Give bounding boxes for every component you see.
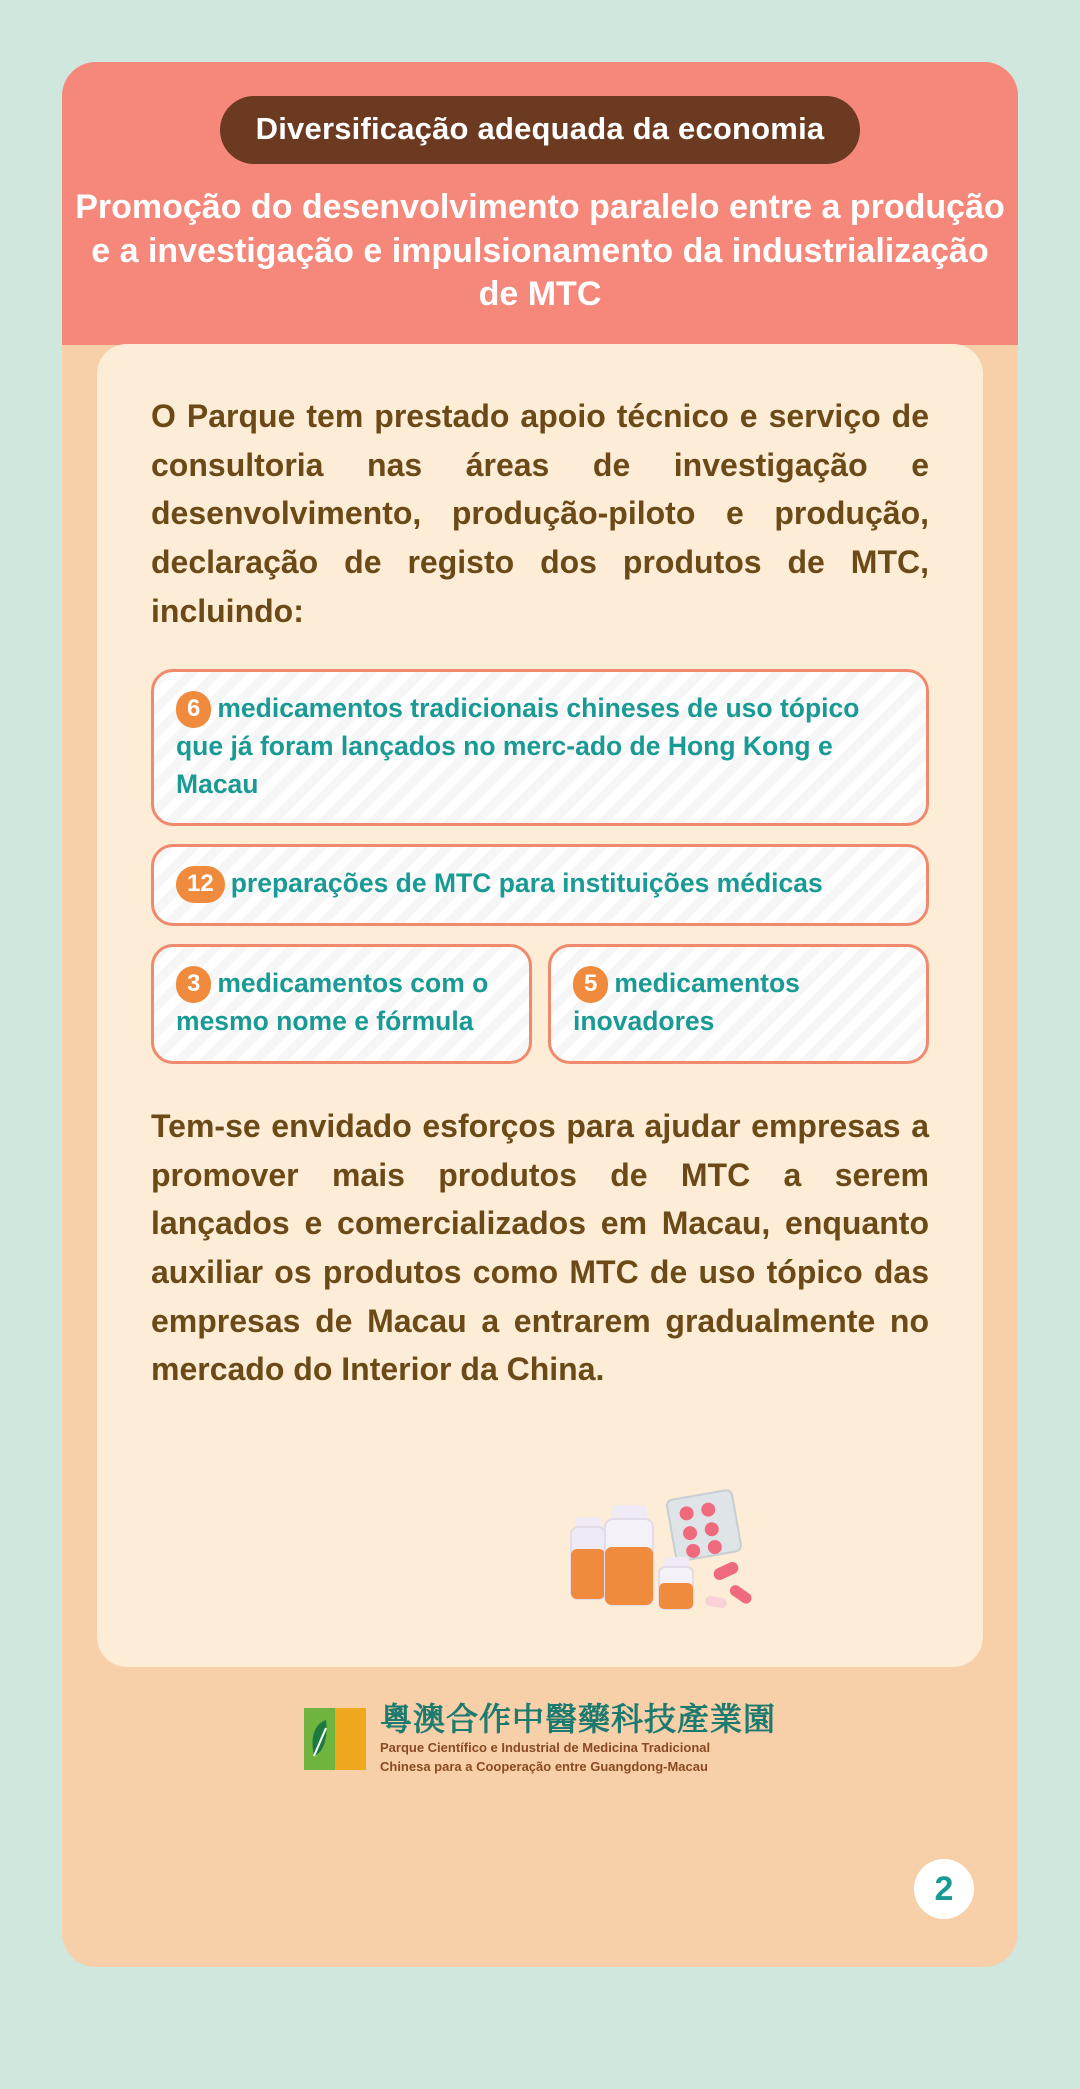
content-card — [62, 62, 1018, 1967]
list-item — [548, 944, 929, 1064]
logo-portuguese-line1: Parque Científico e Industrial de Medicina Tradicional — [379, 1740, 711, 1756]
logo — [62, 1702, 1018, 1776]
item-label: medicamentos com o mesmo nome e fórmula — [176, 968, 489, 1037]
list-item — [151, 944, 532, 1064]
park-logo-icon — [304, 1708, 366, 1770]
intro-paragraph: O Parque tem prestado apoio técnico e serviço de consultoria nas áreas de investigação e desenvolvimento, produção-piloto e produção, declaração de registo dos produtos de MTC, incluindo: — [151, 398, 929, 629]
list-item — [151, 844, 929, 926]
items-row — [151, 944, 929, 1064]
item-count-badge: 3 — [176, 966, 211, 1003]
item-count-badge: 5 — [573, 966, 608, 1003]
header-band — [62, 62, 1018, 345]
item-text-wrap — [573, 965, 904, 1041]
item-count-badge: 12 — [176, 866, 225, 903]
list-item — [151, 669, 929, 826]
item-label: preparações de MTC para instituições médicas — [230, 868, 823, 899]
item-count-badge: 6 — [176, 691, 211, 728]
item-text-wrap — [176, 690, 904, 803]
item-text-wrap — [176, 865, 904, 903]
item-label: medicamentos inovadores — [573, 968, 800, 1037]
content-panel — [97, 344, 983, 1667]
logo-text — [380, 1702, 776, 1776]
page-title: Promoção do desenvolvimento paralelo entre a produção e a investigação e impulsionamento da industrialização de MTC — [75, 188, 1005, 314]
item-text-wrap — [176, 965, 507, 1041]
logo-chinese-name: 粵澳合作中醫藥科技產業園 — [379, 1701, 776, 1737]
logo-portuguese-line2: Chinesa para a Cooperação entre Guangdong-Macau — [379, 1759, 708, 1775]
item-label: medicamentos tradicionais chineses de uso tópico que já foram lançados no merc-ado de Hong Kong e Macau — [176, 693, 860, 799]
pill-bottles-illustration — [563, 1485, 833, 1645]
header-pill-label: Diversificação adequada da economia — [220, 96, 861, 164]
items-list — [151, 669, 929, 1064]
closing-paragraph: Tem-se envidado esforços para ajudar empresas a promover mais produtos de MTC a serem lançados e comercializados em Macau, enquanto auxiliar os produtos como MTC de uso tópico das empresas de Macau a entrarem gradualmente no mercado do Interior da China. — [151, 1108, 929, 1388]
page-number: 2 — [914, 1859, 974, 1919]
